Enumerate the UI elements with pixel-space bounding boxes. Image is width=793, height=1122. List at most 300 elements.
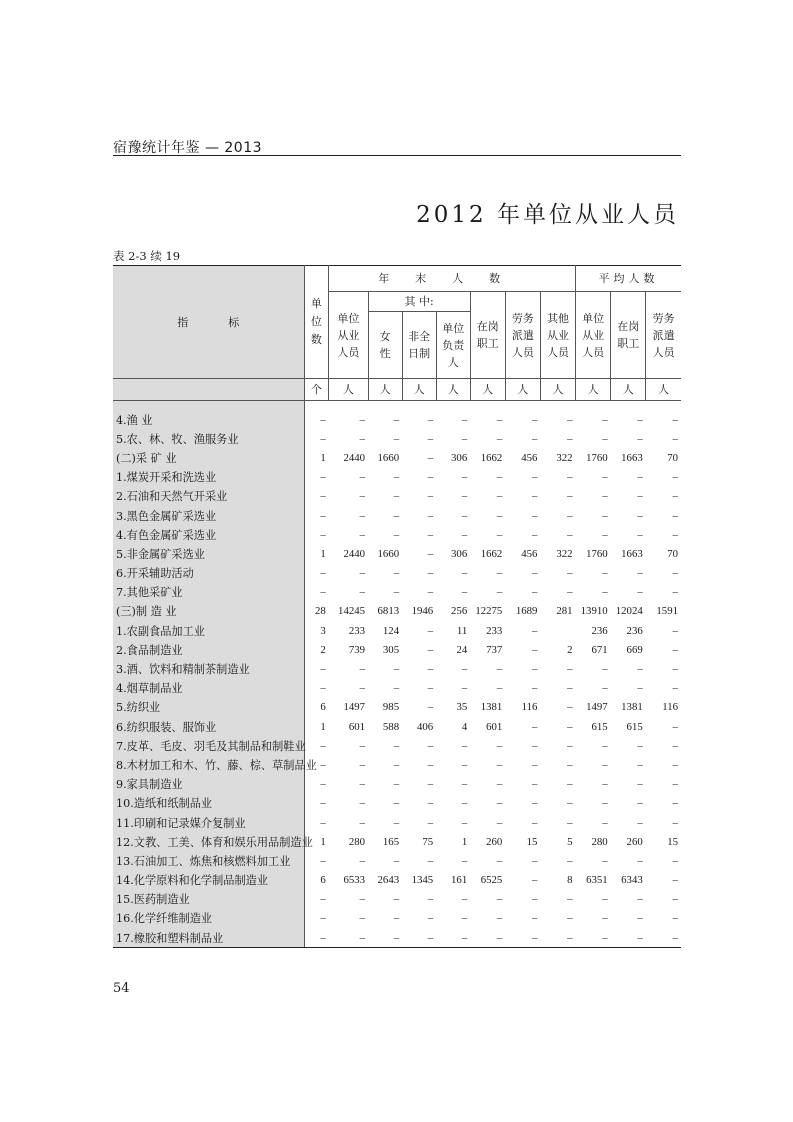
row-value: – [532, 567, 538, 580]
row-value: – [470, 928, 505, 948]
row-value: 12024 [615, 605, 643, 618]
row-value: – [567, 567, 573, 580]
row-indicator: 16.化学纤维制造业 [113, 909, 304, 928]
row-value: – [393, 663, 400, 676]
row-value: – [427, 490, 434, 503]
table-row [113, 909, 681, 928]
row-value: – [461, 413, 468, 426]
row-value: – [532, 912, 538, 925]
row-value: – [359, 758, 366, 771]
row-value: – [496, 663, 503, 676]
row-value: – [532, 490, 538, 503]
row-value: – [567, 778, 573, 791]
table-row [113, 429, 681, 448]
row-value: – [359, 778, 366, 791]
row-value: 985 [382, 701, 400, 714]
row-value: – [359, 528, 366, 541]
row-value: 281 [556, 605, 573, 618]
row-value: 12275 [475, 605, 503, 618]
row-value: – [393, 739, 400, 752]
row-value: 116 [521, 701, 538, 714]
row-value: – [427, 471, 434, 484]
row-value: – [427, 432, 434, 445]
row-value: – [532, 471, 538, 484]
row-value: – [393, 413, 400, 426]
row-value: – [320, 912, 326, 925]
row-value: – [461, 854, 468, 867]
row-value: 6 [320, 874, 326, 887]
row-value: – [427, 682, 434, 695]
row-indicator: 17.橡胶和塑料制品业 [113, 928, 304, 948]
running-header: 宿豫统计年鉴 — 2013 [113, 140, 263, 156]
row-value: 5 [567, 835, 573, 848]
row-value: – [393, 778, 400, 791]
row-value: – [567, 490, 573, 503]
row-value: – [461, 893, 468, 906]
row-value: 1 [320, 835, 326, 848]
row-value: 15 [667, 835, 678, 848]
row-value: – [393, 854, 400, 867]
row-value [540, 621, 575, 640]
row-value: – [672, 778, 678, 791]
row-indicator: 6.开采辅助活动 [113, 564, 304, 583]
row-value: – [393, 586, 400, 599]
unit-label-person: 人 [505, 379, 540, 401]
row-value: 305 [382, 643, 400, 656]
row-value: – [427, 413, 434, 426]
row-value: 1663 [621, 547, 643, 560]
row-value: – [427, 509, 434, 522]
row-value: 671 [591, 643, 608, 656]
row-value: 2 [567, 643, 573, 656]
row-value: – [320, 509, 326, 522]
row-value: – [567, 739, 573, 752]
row-value: – [637, 778, 643, 791]
row-value: – [359, 663, 366, 676]
row-value: 236 [591, 624, 608, 637]
row-value: – [496, 893, 503, 906]
unit-label-person: 人 [576, 379, 611, 401]
row-value: – [637, 758, 643, 771]
table-body [113, 401, 681, 948]
row-value: 322 [556, 547, 573, 560]
row-value: – [602, 778, 608, 791]
row-indicator: 5.纺织业 [113, 698, 304, 717]
row-value: – [461, 797, 468, 810]
row-value: – [461, 739, 468, 752]
row-value: – [461, 432, 468, 445]
row-value: – [393, 797, 400, 810]
employment-table [113, 265, 681, 948]
row-value: 1662 [480, 451, 503, 464]
row-value: 456 [521, 547, 538, 560]
row-value: – [320, 682, 326, 695]
row-value: – [402, 928, 436, 948]
row-value: 1760 [586, 451, 608, 464]
row-value: 70 [667, 547, 678, 560]
row-value: – [496, 797, 503, 810]
row-value: – [567, 586, 573, 599]
table-row [113, 659, 681, 678]
table-row [113, 698, 681, 717]
table-row [113, 928, 681, 948]
row-value: – [505, 928, 540, 948]
row-value: 615 [626, 720, 643, 733]
row-value: 165 [382, 835, 400, 848]
row-value: – [567, 720, 573, 733]
row-value: – [637, 682, 643, 695]
row-value: 6351 [586, 874, 608, 887]
row-value: – [368, 928, 402, 948]
row-value: – [359, 567, 366, 580]
row-value: – [393, 816, 400, 829]
row-value: – [637, 413, 643, 426]
row-indicator: 8.木材加工和木、竹、藤、棕、草制品业 [113, 755, 304, 774]
row-value: 1 [320, 720, 326, 733]
row-value: – [602, 682, 608, 695]
row-value: – [461, 471, 468, 484]
row-indicator: 3.酒、饮料和精制茶制造业 [113, 659, 304, 678]
row-value: – [496, 682, 503, 695]
row-value: – [320, 528, 326, 541]
row-value: 1381 [621, 701, 643, 714]
row-value: 4 [461, 720, 468, 733]
row-indicator: (二)采 矿 业 [113, 448, 304, 467]
units-count-header: 单位数 [304, 266, 329, 379]
row-value: – [532, 874, 538, 887]
row-value: – [496, 816, 503, 829]
unit-label-person: 人 [329, 379, 368, 401]
row-value: – [602, 739, 608, 752]
row-value: – [567, 682, 573, 695]
row-value: – [461, 778, 468, 791]
row-value: – [393, 471, 400, 484]
row-indicator: 4.有色金属矿采选业 [113, 525, 304, 544]
row-indicator: 9.家具制造业 [113, 775, 304, 794]
row-value: – [359, 509, 366, 522]
row-value: – [567, 893, 573, 906]
row-value: – [602, 893, 608, 906]
row-value: 456 [521, 451, 538, 464]
row-value: – [602, 854, 608, 867]
row-value: 24 [456, 643, 468, 656]
row-value: 406 [416, 720, 434, 733]
row-value: 601 [486, 720, 503, 733]
row-value: 669 [626, 643, 643, 656]
row-value: – [672, 509, 678, 522]
row-value: 615 [591, 720, 608, 733]
row-value: – [567, 912, 573, 925]
row-value: – [602, 528, 608, 541]
row-value: 236 [626, 624, 643, 637]
row-value: – [427, 816, 434, 829]
table-row [113, 736, 681, 755]
row-value: 1662 [480, 547, 503, 560]
row-value: – [611, 928, 646, 948]
row-indicator: 13.石油加工、炼焦和核燃料加工业 [113, 851, 304, 870]
row-value: – [359, 682, 366, 695]
row-value: – [567, 528, 573, 541]
table-row [113, 794, 681, 813]
unit-label-person: 人 [470, 379, 505, 401]
table-row [113, 871, 681, 890]
indicator-header: 指标 [113, 266, 304, 379]
row-value: – [496, 509, 503, 522]
row-value: – [567, 509, 573, 522]
row-value: – [637, 663, 643, 676]
table-row [113, 832, 681, 851]
row-value: 1946 [411, 605, 434, 618]
row-indicator: 10.造纸和纸制品业 [113, 794, 304, 813]
row-indicator: 11.印刷和记录媒介复制业 [113, 813, 304, 832]
female-header: 女性 [368, 312, 402, 379]
row-value: – [427, 643, 434, 656]
row-value: – [461, 490, 468, 503]
row-value: 2 [320, 643, 326, 656]
table-row [113, 775, 681, 794]
row-value: 1497 [343, 701, 366, 714]
row-value: – [427, 547, 434, 560]
row-value: 75 [422, 835, 434, 848]
row-value: 322 [556, 451, 573, 464]
row-value: – [532, 893, 538, 906]
row-value: – [532, 720, 538, 733]
row-indicator: 14.化学原料和化学制品制造业 [113, 871, 304, 890]
row-value: – [427, 797, 434, 810]
table-row [113, 640, 681, 659]
row-value: – [567, 816, 573, 829]
row-value: 28 [315, 605, 326, 618]
unit-label-count: 个 [304, 379, 329, 401]
row-value: – [672, 739, 678, 752]
row-value: 1381 [480, 701, 503, 714]
row-value: – [567, 758, 573, 771]
row-value: – [320, 490, 326, 503]
row-value: – [672, 720, 678, 733]
row-value: – [393, 567, 400, 580]
row-value: – [637, 816, 643, 829]
row-value: 233 [348, 624, 366, 637]
row-value: – [461, 586, 468, 599]
table-row [113, 717, 681, 736]
row-value: – [637, 739, 643, 752]
row-value: – [602, 490, 608, 503]
row-value: – [496, 778, 503, 791]
row-value: – [320, 739, 326, 752]
employed-header: 单位从业人员 [329, 292, 368, 379]
average-header: 平均人数 [576, 266, 681, 292]
row-value: 11 [456, 624, 468, 637]
row-value: 6343 [621, 874, 643, 887]
row-value: – [427, 586, 434, 599]
row-value: – [637, 893, 643, 906]
unit-label-person: 人 [436, 379, 470, 401]
row-value: 2440 [343, 451, 366, 464]
row-value: 1345 [411, 874, 434, 887]
row-value: – [393, 528, 400, 541]
row-value: – [532, 624, 538, 637]
row-value: – [672, 432, 678, 445]
row-value: – [393, 490, 400, 503]
row-value: – [359, 912, 366, 925]
table-row [113, 621, 681, 640]
row-value: – [672, 874, 678, 887]
row-value: – [329, 928, 368, 948]
row-indicator: (三)制 造 业 [113, 602, 304, 621]
row-value: – [320, 413, 326, 426]
on-post-header: 在岗职工 [470, 292, 505, 379]
table-row [113, 813, 681, 832]
row-indicator: 3.黑色金属矿采选业 [113, 506, 304, 525]
row-value: 1 [320, 547, 326, 560]
of-which-header: 其 中: [368, 292, 470, 312]
row-value: 1 [320, 451, 326, 464]
row-value: – [320, 778, 326, 791]
row-value: – [393, 758, 400, 771]
row-value: – [672, 528, 678, 541]
row-value: – [532, 682, 538, 695]
row-value: – [567, 413, 573, 426]
row-value: 1660 [377, 547, 400, 560]
row-value: 6813 [377, 605, 400, 618]
row-value: 35 [456, 701, 468, 714]
row-value: – [427, 567, 434, 580]
row-value: – [393, 682, 400, 695]
row-value: – [637, 432, 643, 445]
row-value: – [393, 432, 400, 445]
row-value: – [532, 854, 538, 867]
row-value: – [637, 528, 643, 541]
row-value: – [567, 701, 573, 714]
row-value: – [359, 490, 366, 503]
row-value: – [359, 893, 366, 906]
row-value: – [637, 471, 643, 484]
row-value: – [461, 528, 468, 541]
row-value: – [567, 471, 573, 484]
row-value: – [672, 797, 678, 810]
table-row [113, 564, 681, 583]
page-title: 2012 年单位从业人员 [416, 202, 679, 228]
row-value: 6525 [480, 874, 503, 887]
table-caption: 表 2-3 续 19 [113, 249, 181, 263]
row-value: – [532, 663, 538, 676]
row-value: – [496, 739, 503, 752]
avg-employed-header: 单位从业人员 [576, 292, 611, 379]
dispatched-header: 劳务派遣人员 [505, 292, 540, 379]
row-value: 8 [567, 874, 573, 887]
header-rule [113, 155, 681, 156]
row-value: – [637, 586, 643, 599]
row-value: – [672, 854, 678, 867]
row-indicator: 7.皮革、毛皮、羽毛及其制品和制鞋业 [113, 736, 304, 755]
row-value: – [602, 586, 608, 599]
row-value: – [576, 928, 611, 948]
row-value: 1760 [586, 547, 608, 560]
row-value: – [496, 471, 503, 484]
row-value: – [320, 893, 326, 906]
row-value: – [427, 451, 434, 464]
row-value: – [427, 624, 434, 637]
row-value: – [427, 663, 434, 676]
row-value: – [646, 928, 681, 948]
row-value: – [672, 413, 678, 426]
row-value: – [532, 586, 538, 599]
row-value: – [567, 663, 573, 676]
row-value: 6 [320, 701, 326, 714]
row-value: – [532, 816, 538, 829]
row-value: – [320, 758, 326, 771]
row-value: – [540, 928, 575, 948]
row-indicator: 2.石油和天然气开采业 [113, 487, 304, 506]
row-value: – [532, 413, 538, 426]
row-value: – [359, 816, 366, 829]
row-value: – [461, 567, 468, 580]
row-value: – [359, 432, 366, 445]
row-value: – [359, 471, 366, 484]
row-value: – [602, 567, 608, 580]
row-value: – [393, 912, 400, 925]
page-number: 54 [113, 981, 130, 996]
row-value: – [637, 912, 643, 925]
row-value: – [461, 663, 468, 676]
row-value: – [637, 854, 643, 867]
row-value: 15 [526, 835, 538, 848]
row-indicator: 1.煤炭开采和洗选业 [113, 468, 304, 487]
row-value: – [637, 490, 643, 503]
row-value: 280 [348, 835, 366, 848]
row-value: 2643 [377, 874, 400, 887]
row-value: – [461, 509, 468, 522]
row-value: – [672, 643, 678, 656]
row-value: – [637, 509, 643, 522]
row-value: – [672, 663, 678, 676]
row-value: – [427, 758, 434, 771]
row-indicator: 5.非金属矿采选业 [113, 544, 304, 563]
table-row [113, 583, 681, 602]
row-value: – [496, 413, 503, 426]
row-value: – [567, 797, 573, 810]
unit-heads-header: 单位负责人 [436, 312, 470, 379]
row-value: 588 [382, 720, 400, 733]
row-value: – [359, 854, 366, 867]
row-value: – [672, 682, 678, 695]
row-value: – [461, 912, 468, 925]
table-row [113, 544, 681, 563]
row-value: – [532, 509, 538, 522]
row-value: – [602, 758, 608, 771]
row-value: – [567, 432, 573, 445]
row-value: 739 [348, 643, 366, 656]
row-value: 116 [662, 701, 678, 714]
row-value: – [672, 816, 678, 829]
row-value: – [359, 586, 366, 599]
row-indicator: 4.烟草制品业 [113, 679, 304, 698]
avg-on-post-header: 在岗职工 [611, 292, 646, 379]
row-value: 306 [451, 547, 468, 560]
row-value: – [320, 432, 326, 445]
row-indicator: 4.渔 业 [113, 410, 304, 429]
row-indicator: 5.农、林、牧、渔服务业 [113, 429, 304, 448]
table-spacer [113, 401, 681, 411]
unit-label-person: 人 [646, 379, 681, 401]
unit-label-person: 人 [611, 379, 646, 401]
row-value: 233 [486, 624, 503, 637]
row-indicator: 7.其他采矿业 [113, 583, 304, 602]
row-value: – [359, 739, 366, 752]
row-value: – [602, 432, 608, 445]
row-value: 2440 [343, 547, 366, 560]
table-row [113, 679, 681, 698]
